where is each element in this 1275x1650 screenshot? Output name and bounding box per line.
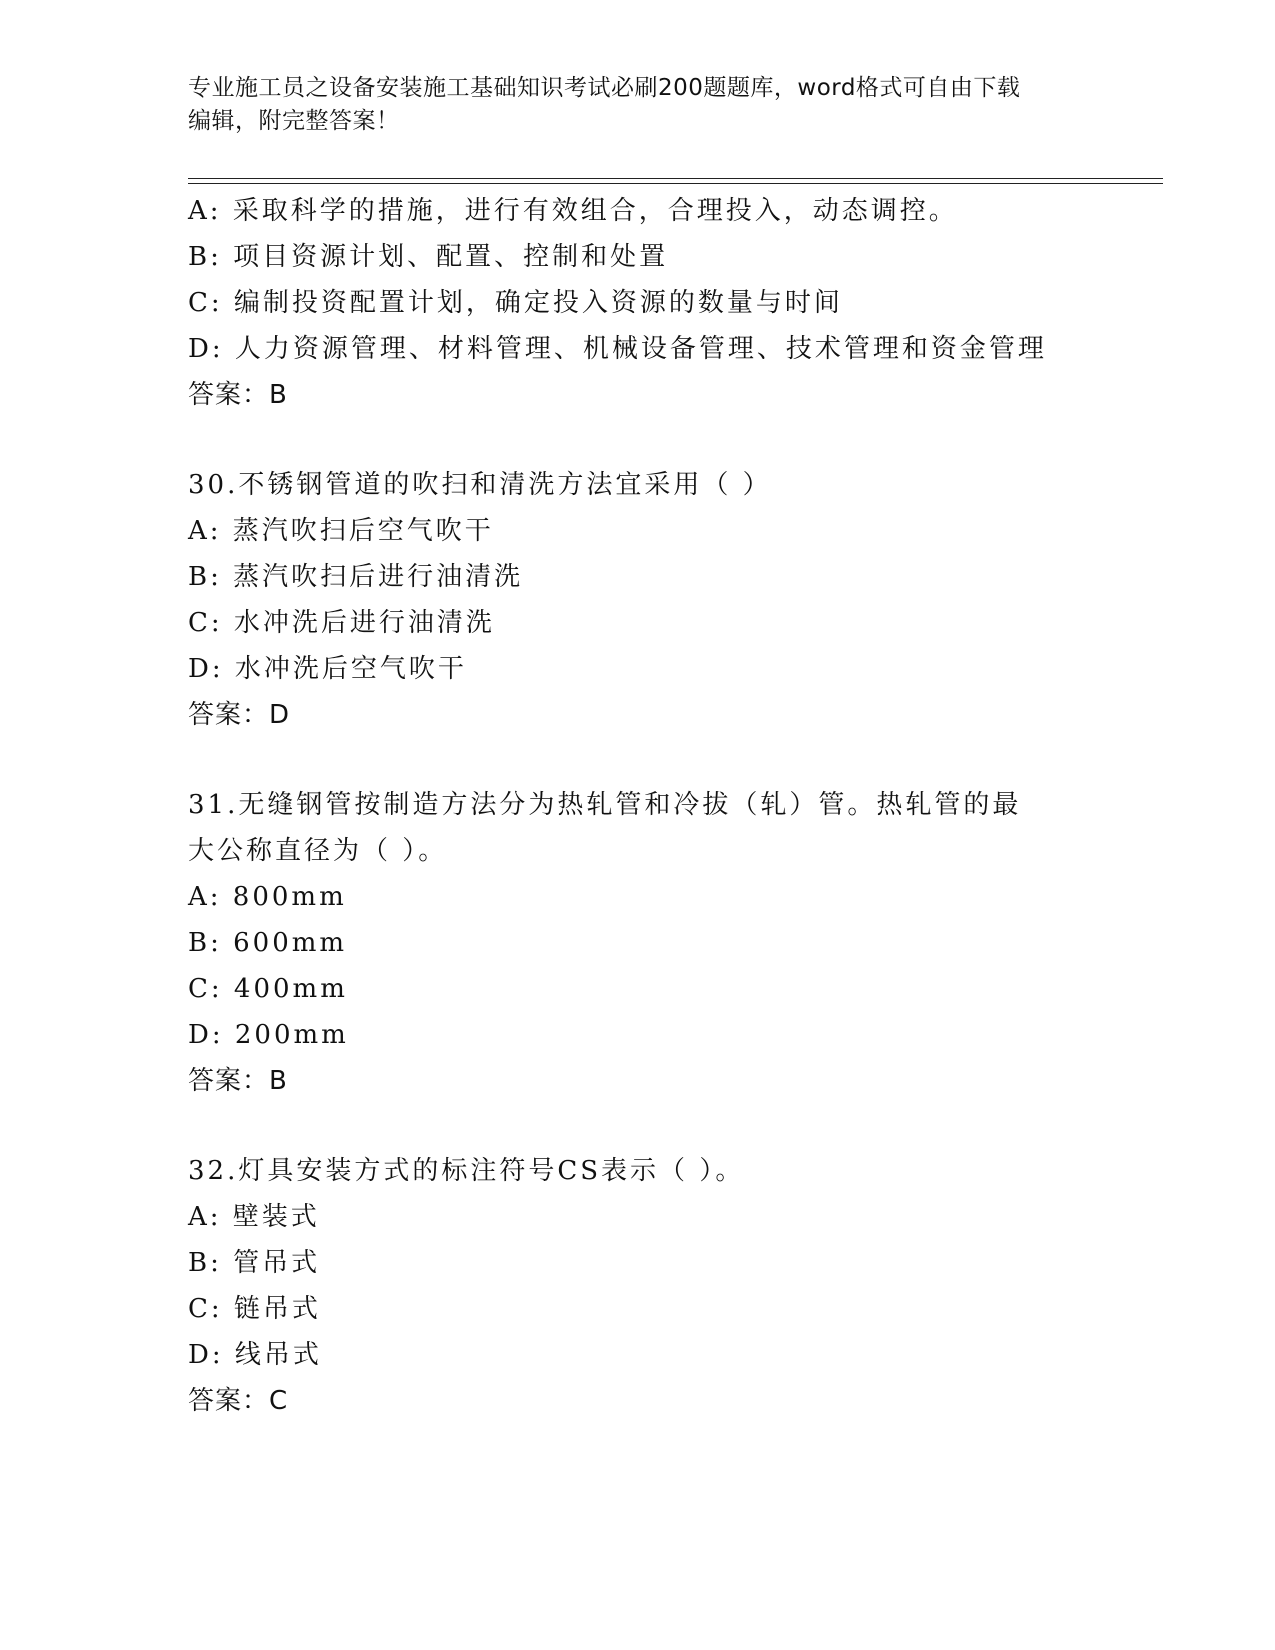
option-a: A: 采取科学的措施，进行有效组合，合理投入，动态调控。 xyxy=(188,196,958,226)
header-line-1: 专业施工员之设备安装施工基础知识考试必刷200题题库，word格式可自由下载 xyxy=(188,75,1021,101)
option-b: B: 管吊式 xyxy=(188,1248,321,1278)
question-text: 32.灯具安装方式的标注符号CS表示（ ）。 xyxy=(188,1156,745,1186)
spacer xyxy=(188,738,1163,782)
option-c: C: 400mm xyxy=(188,974,348,1004)
option-b: B: 600mm xyxy=(188,928,348,958)
header-divider-top xyxy=(188,178,1163,179)
option-b: B: 项目资源计划、配置、控制和处置 xyxy=(188,242,669,272)
answer-line: 答案：C xyxy=(188,1386,289,1416)
question-text: 30.不锈钢管道的吹扫和清洗方法宜采用（ ） xyxy=(188,470,772,500)
header-line-2: 编辑，附完整答案！ xyxy=(188,108,400,134)
question-text: 31.无缝钢管按制造方法分为热轧管和冷拔（轧）管。热轧管的最大公称直径为（ ）。 xyxy=(188,790,1022,866)
header-divider-bottom xyxy=(188,183,1163,184)
option-b: B: 蒸汽吹扫后进行油清洗 xyxy=(188,562,524,592)
question-block xyxy=(188,188,1163,418)
option-d: D: 线吊式 xyxy=(188,1340,322,1370)
spacer xyxy=(188,418,1163,462)
spacer xyxy=(188,1104,1163,1148)
option-a: A: 蒸汽吹扫后空气吹干 xyxy=(188,516,494,546)
question-block xyxy=(188,462,1163,738)
option-d: D: 200mm xyxy=(188,1020,349,1050)
option-a: A: 800mm xyxy=(188,882,347,912)
option-c: C: 水冲洗后进行油清洗 xyxy=(188,608,495,638)
answer-line: 答案：B xyxy=(188,1066,288,1096)
document-header xyxy=(188,72,1068,138)
question-list xyxy=(188,188,1163,1424)
option-c: C: 链吊式 xyxy=(188,1294,321,1324)
option-a: A: 壁装式 xyxy=(188,1202,320,1232)
option-c: C: 编制投资配置计划，确定投入资源的数量与时间 xyxy=(188,288,843,318)
option-d: D: 人力资源管理、材料管理、机械设备管理、技术管理和资金管理 xyxy=(188,334,1047,364)
question-block xyxy=(188,1148,1163,1424)
option-d: D: 水冲洗后空气吹干 xyxy=(188,654,467,684)
answer-line: 答案：D xyxy=(188,700,291,730)
question-block xyxy=(188,782,1163,1104)
answer-line: 答案：B xyxy=(188,380,288,410)
